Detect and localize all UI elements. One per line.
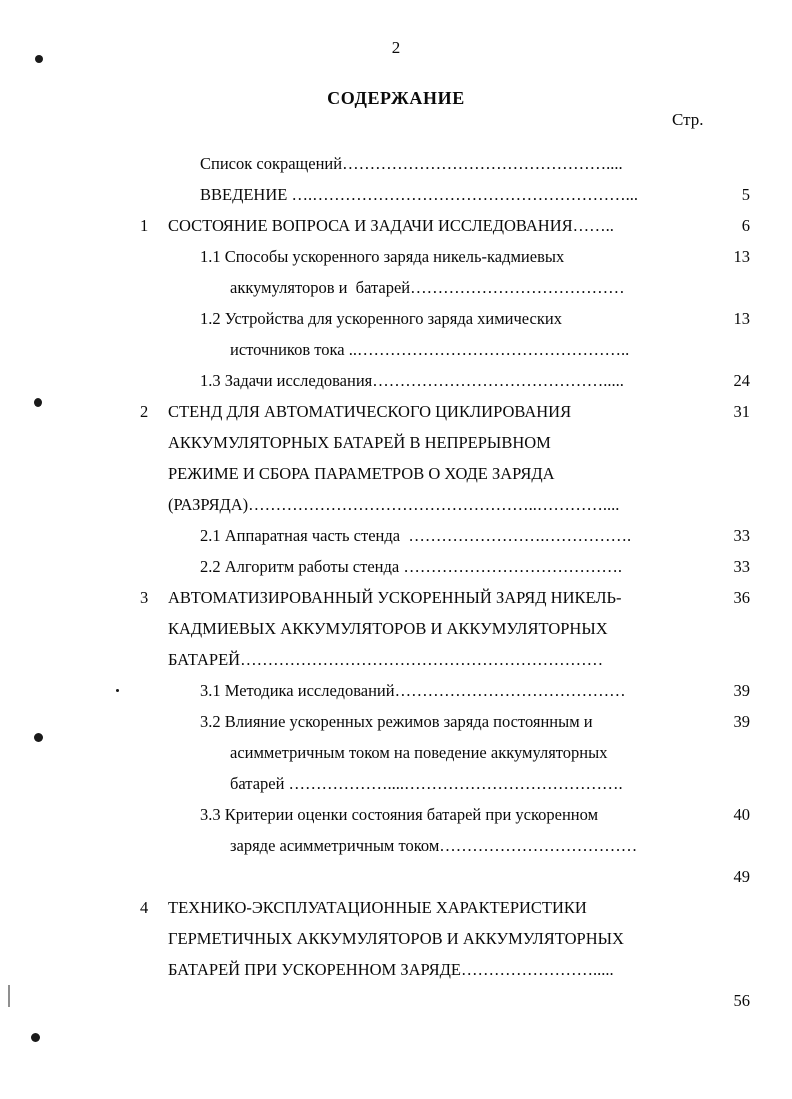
toc-entry-title: 3.1 Методика исследований…………………………………… [200,681,626,700]
toc-entry-title: аккумуляторов и батарей………………………………… [230,278,625,297]
toc-entry-title: БАТАРЕЙ ПРИ УСКОРЕННОМ ЗАРЯДЕ……………………..... [168,960,614,979]
toc-entry [138,706,750,737]
toc-entry-title: заряде асимметричным током……………………………… [230,836,638,855]
toc-entry-page: 40 [733,805,750,824]
toc-entry-page: 39 [733,712,750,731]
toc-entry-page: 39 [733,681,750,700]
toc-entry [138,830,750,886]
toc-entry-title: асимметричным током на поведение аккумуляторных [230,743,608,762]
toc-entry-title: 3.3 Критерии оценки состояния батарей при ускоренном [200,805,599,824]
toc-entry-page: 33 [733,557,750,576]
toc-entry-title: КАДМИЕВЫХ АККУМУЛЯТОРОВ И АККУМУЛЯТОРНЫХ [168,619,608,638]
toc-entry-page: 6 [741,216,750,235]
toc-entry-title: ГЕРМЕТИЧНЫХ АККУМУЛЯТОРОВ И АККУМУЛЯТОРНЫХ [168,929,624,948]
toc-entry-title: ВВЕДЕНИЕ ….…………………………………………………... [200,185,638,204]
toc-entry-number: 3 [140,588,149,607]
toc-entry [138,396,750,427]
toc-entry-title: 1.3 Задачи исследования……………………………………..... [200,371,624,390]
toc-entry-page: 33 [733,526,750,545]
toc-entry [138,613,750,644]
toc-entry [138,923,750,954]
toc-entry-title: батарей ………………....…………………………………. [230,774,623,793]
table-of-contents [138,148,750,1010]
toc-entry-page: 49 [733,867,750,886]
toc-entry-title: АККУМУЛЯТОРНЫХ БАТАРЕЙ В НЕПРЕРЫВНОМ [168,433,551,452]
toc-entry-page: 13 [733,247,750,266]
toc-entry [138,241,750,272]
toc-entry-page: 36 [733,588,750,607]
margin-dot [31,1033,40,1042]
toc-entry-number: 4 [140,898,149,917]
margin-speck [116,689,119,692]
toc-entry-title: 1.1 Способы ускоренного заряда никель-кадмиевых [200,247,565,266]
toc-entry [138,427,750,458]
toc-entry-title: СОСТОЯНИЕ ВОПРОСА И ЗАДАЧИ ИССЛЕДОВАНИЯ…….. [168,216,614,235]
toc-entry-title: 2.2 Алгоритм работы стенда …………………………………. [200,557,622,576]
page-number: 2 [391,38,401,57]
toc-entry-page: 56 [733,991,750,1010]
toc-entry-number: 1 [140,216,149,235]
toc-entry-page: 13 [733,309,750,328]
toc-entry-page: 31 [733,402,750,421]
toc-entry-title: 3.2 Влияние ускоренных режимов заряда постоянным и [200,712,593,731]
margin-dot [34,733,43,742]
pages-column-header: Стр. [672,110,704,129]
toc-entry-title: источников тока ..………………………………………….. [230,340,630,359]
toc-entry-page: 5 [741,185,750,204]
toc-entry [138,892,750,923]
toc-entry [138,303,750,334]
toc-entry-title: Список сокращений………………………………………….... [200,154,623,173]
margin-dot [34,398,42,407]
page-title: СОДЕРЖАНИЕ [327,88,465,108]
toc-entry-title: СТЕНД ДЛЯ АВТОМАТИЧЕСКОГО ЦИКЛИРОВАНИЯ [168,402,572,421]
toc-entry-title: АВТОМАТИЗИРОВАННЫЙ УСКОРЕННЫЙ ЗАРЯД НИКЕЛЬ- [168,588,622,607]
margin-dot [35,55,43,63]
toc-entry-title: РЕЖИМЕ И СБОРА ПАРАМЕТРОВ О ХОДЕ ЗАРЯДА [168,464,555,483]
toc-entry [138,954,750,1010]
toc-entry [138,582,750,613]
toc-entry-title: (РАЗРЯДА)……………………………………………..………….... [168,495,620,514]
toc-entry [138,799,750,830]
toc-entry [138,861,750,892]
toc-entry-title: БАТАРЕЙ………………………………………………………… [168,650,604,669]
toc-entry-title: 2.1 Аппаратная часть стенда …………………….……………. [200,526,632,545]
scan-edge-line [8,985,10,1007]
toc-entry-number: 2 [140,402,149,421]
toc-entry-title: ТЕХНИКО-ЭКСПЛУАТАЦИОННЫЕ ХАРАКТЕРИСТИКИ [168,898,587,917]
toc-entry-title: 1.2 Устройства для ускоренного заряда химических [200,309,562,328]
toc-entry-page: 24 [733,371,750,390]
toc-entry [138,737,750,768]
toc-entry [138,458,750,489]
